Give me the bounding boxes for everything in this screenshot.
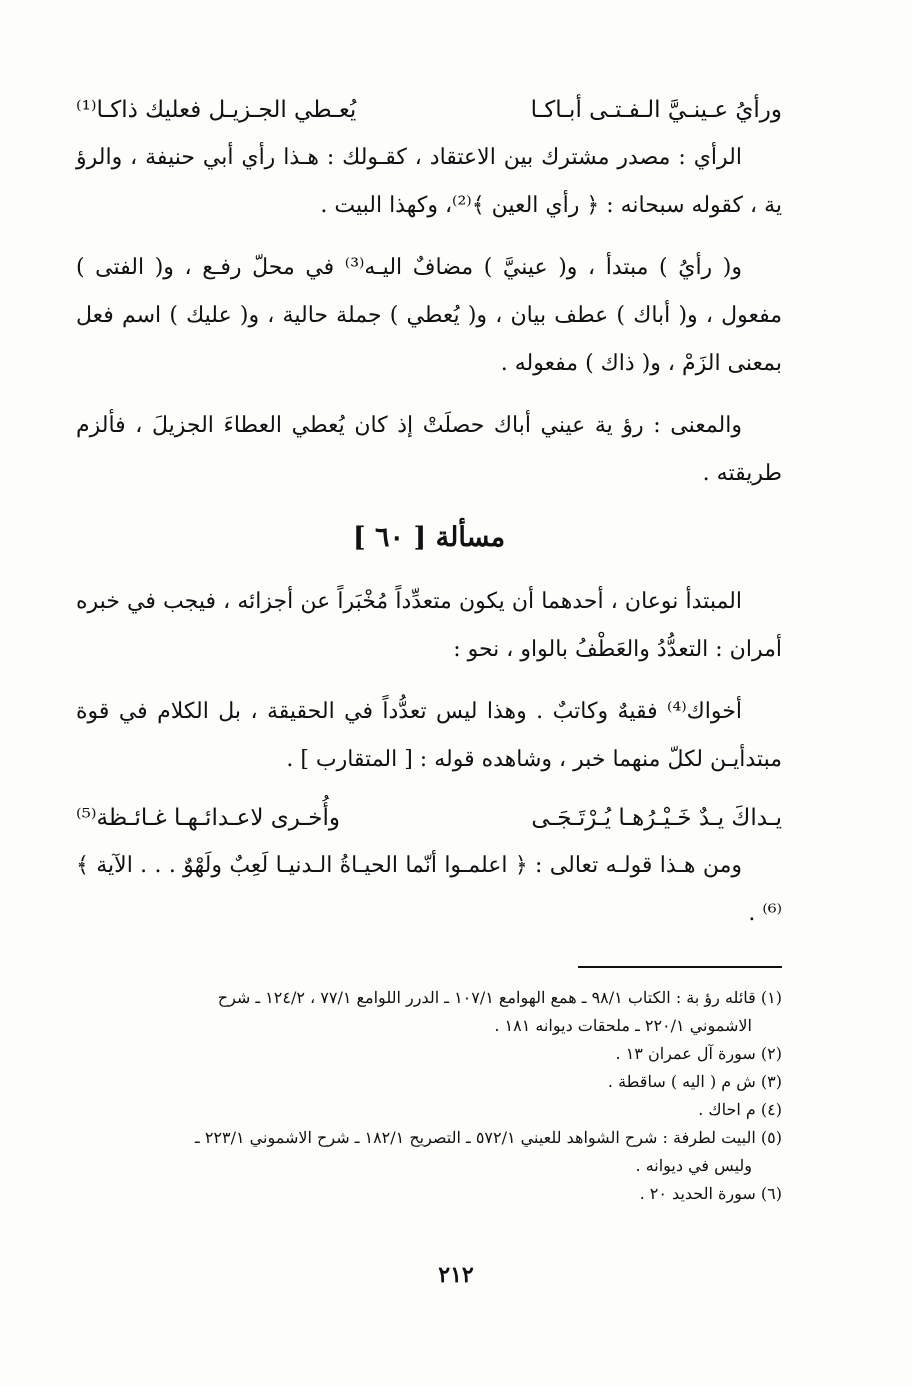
footnote-label: (٢) bbox=[760, 1044, 782, 1063]
paragraph: والمعنى : رؤ ية عيني أباك حصلَتْ إذ كان يُعطي العطاءَ الجزيلَ ، فألزم طريقته . bbox=[76, 413, 782, 486]
footnote-text: سورة آل عمران ١٣ . bbox=[615, 1044, 756, 1063]
section-heading: مسألة [ ٦٠ ] bbox=[352, 522, 506, 553]
paragraph: الرأي : مصدر مشترك بين الاعتقاد ، كقـولك : هـذا رأي أبي حنيفة ، والرؤ ية ، كقوله سبحانه : ﴿ رأي العين ﴾⁽²⁾، وكهذا البيت . bbox=[76, 145, 782, 218]
paragraph: ومن هـذا قولـه تعالى : ﴿ اعلمـوا أنّما الحيـاةُ الـدنيـا لَعِبٌ ولَهْوٌ . . . الآية ﴾⁽⁶⁾ . bbox=[76, 853, 782, 926]
footnote bbox=[76, 1068, 782, 1096]
page-body bbox=[76, 90, 782, 938]
paragraph: و( رأيُ ) مبتدأ ، و( عينيَّ ) مضافٌ اليـه⁽³⁾ في محلّ رفـع ، و( الفتى ) مفعول ، و( أباك ) عطف بيان ، و( يُعطي ) جملة حالية ، و( عليك ) اسم فعل بمعنى الزَمْ ، و( ذاك ) مفعوله . bbox=[76, 255, 782, 376]
footnote-label: (٣) bbox=[760, 1072, 782, 1091]
footnote-text: سورة الحديد ٢٠ . bbox=[639, 1184, 756, 1203]
paragraph: أخواك⁽⁴⁾ فقيهٌ وكاتبٌ . وهذا ليس تعدُّداً في الحقيقة ، بل الكلام في قوة مبتدأيـن لكلّ منهما خبر ، وشاهده قوله : [ المتقارب ] . bbox=[76, 699, 782, 772]
footnote-text: ش م ( اليه ) ساقطة . bbox=[607, 1072, 756, 1091]
footnote bbox=[76, 1124, 782, 1180]
footnote-text: قائله رؤ بة : الكتاب ٩٨/١ ـ همع الهوامع ١٠٧/١ ـ الدرر اللوامع ٧٧/١ ، ١٢٤/٢ ـ شرح bbox=[217, 988, 756, 1007]
footnote bbox=[76, 1180, 782, 1208]
verse-second-hemistich: يُعـطي الجـزيـل فعليك ذاكـا⁽¹⁾ bbox=[76, 97, 357, 123]
footnote-continuation: الاشموني ٢٢٠/١ ـ ملحقات ديوانه ١٨١ . bbox=[494, 1016, 752, 1035]
footnote-text: م احاك . bbox=[698, 1100, 756, 1119]
footnote-separator bbox=[578, 966, 782, 968]
footnote-label: (٦) bbox=[760, 1184, 782, 1203]
footnotes bbox=[76, 984, 782, 1208]
paragraph: المبتدأ نوعان ، أحدهما أن يكون متعدِّداً مُخْبَراً عن أجزائه ، فيجب في خبره أمران : التعدُّدُ والعَطْفُ بالواو ، نحو : bbox=[76, 589, 782, 662]
footnote-label: (٥) bbox=[760, 1128, 782, 1147]
footnote bbox=[76, 1040, 782, 1068]
footnote-text: البيت لطرفة : شرح الشواهد للعيني ٥٧٢/١ ـ التصريح ١٨٢/١ ـ شرح الاشموني ٢٢٣/١ ـ bbox=[195, 1128, 756, 1147]
verse-line bbox=[76, 798, 782, 842]
footnote-label: (١) bbox=[760, 988, 782, 1007]
footnote-label: (٤) bbox=[760, 1100, 782, 1119]
verse-first-hemistich: ورأيُ عـينـيَّ الـفـتـى أبـاكـا bbox=[530, 97, 782, 123]
footnote bbox=[76, 984, 782, 1040]
page-number: ٢١٢ bbox=[438, 1262, 474, 1288]
verse-line bbox=[76, 90, 782, 134]
verse-first-hemistich: يـداكَ يـدٌ خَـيْـرُهـا يُـرْتَـجَـى bbox=[531, 805, 782, 831]
footnote bbox=[76, 1096, 782, 1124]
footnote-continuation: وليس في ديوانه . bbox=[635, 1156, 752, 1175]
verse-second-hemistich: وأُخـرى لاعـدائـهـا غـائـظة⁽⁵⁾ bbox=[76, 805, 340, 831]
